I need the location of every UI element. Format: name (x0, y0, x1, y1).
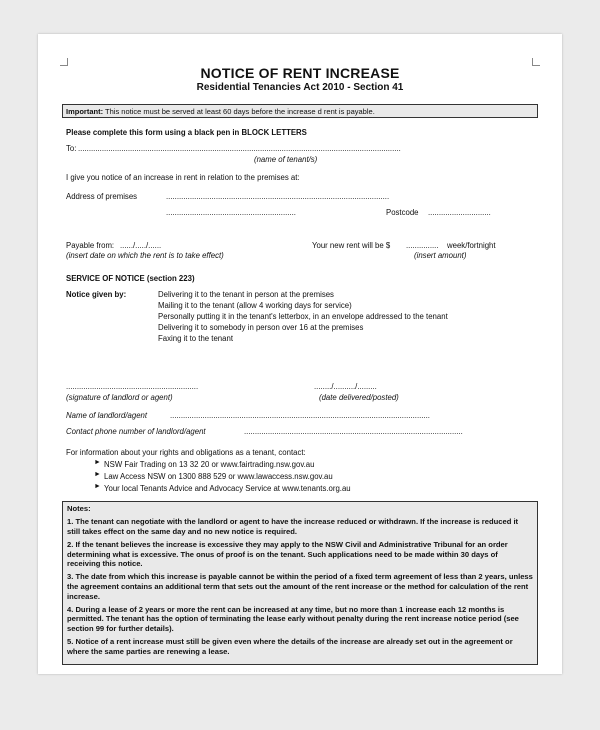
to-label: To: (66, 144, 77, 153)
note-item: 5. Notice of a rent increase must still be given even where the details of the increase are already set out in the agreement or where the same parties are renewing a lease. (67, 637, 513, 656)
note-item: 4. During a lease of 2 years or more the rent can be increased at any time, but no more than 1 increase each 12 months is permitted. The tenant has the option of terminating the lease early without penalty during the rent increase notice period (see section 99 for further details). (67, 604, 519, 633)
notes-heading: Notes: (67, 504, 91, 513)
date-caption: (date delivered/posted) (319, 393, 399, 402)
important-text: This notice must be served at least 60 days before the increase d rent is payable. (105, 107, 375, 116)
info-intro: For information about your rights and obligations as a tenant, contact: (66, 448, 306, 457)
tenant-name-field[interactable]: ..................................................................................................................................................... (78, 144, 401, 153)
signature-field[interactable]: ............................................................. (66, 382, 199, 391)
service-option[interactable]: Personally putting it in the tenant's letterbox, in an envelope addressed to the tenant (158, 312, 448, 321)
instruction-text: Please complete this form using a black pen in BLOCK LETTERS (66, 128, 307, 137)
note-item: 3. The date from which this increase is payable cannot be within the period of a fixed term agreement of less than 2 years, unless the agreement contains an additional term that sets out the amount of the rent increase or the method for calculation of the rent increase. (67, 572, 533, 601)
info-item: Your local Tenants Advice and Advocacy Service at www.tenants.org.au (104, 484, 351, 493)
notes-box (62, 501, 538, 665)
postcode-label: Postcode (386, 208, 419, 217)
new-rent-field[interactable]: ............... (406, 241, 439, 250)
service-option[interactable]: Mailing it to the tenant (allow 4 working days for service) (158, 301, 352, 310)
amount-caption: (insert amount) (414, 251, 467, 260)
tenant-caption: (name of tenant/s) (254, 155, 318, 164)
date-delivered-field[interactable]: ......../........../......... (314, 382, 377, 391)
contact-phone-field[interactable]: ..................................................................................................... (244, 427, 463, 436)
important-notice (62, 104, 538, 118)
contact-phone-label: Contact phone number of landlord/agent (66, 427, 206, 436)
document-subtitle: Residential Tenancies Act 2010 - Section 41 (196, 82, 404, 93)
payable-caption: (insert date on which the rent is to take effect) (66, 251, 224, 260)
note-item: 1. The tenant can negotiate with the landlord or agent to have the increase reduced or withdrawn. If the increase is reduced it still takes effect on the same day and no new notice is required. (67, 517, 519, 536)
important-label: Important: (66, 107, 104, 116)
give-notice-text: I give you notice of an increase in rent in relation to the premises at: (66, 173, 300, 182)
address-field-line-1[interactable]: ....................................................................................................... (166, 192, 390, 201)
info-item: NSW Fair Trading on 13 32 20 or www.fairtrading.nsw.gov.au (104, 460, 315, 469)
postcode-field[interactable]: ............................. (428, 208, 491, 217)
document-page (38, 34, 562, 674)
new-rent-label: Your new rent will be $ (312, 241, 391, 250)
bullet-icon: ► (94, 459, 101, 466)
bullet-icon: ► (94, 471, 101, 478)
address-field-line-2[interactable]: ............................................................ (166, 208, 296, 217)
payable-from-label: Payable from: (66, 241, 115, 250)
payable-date-field[interactable]: ....../...../...... (120, 241, 162, 250)
rent-period-text: week/fortnight (447, 241, 496, 250)
address-label: Address of premises (66, 192, 138, 201)
info-item: Law Access NSW on 1300 888 529 or www.lawaccess.nsw.gov.au (104, 472, 333, 481)
service-option[interactable]: Faxing it to the tenant (158, 334, 233, 343)
service-option[interactable]: Delivering it to somebody in person over 16 at the premises (158, 323, 364, 332)
bullet-icon: ► (94, 483, 101, 490)
service-heading: SERVICE OF NOTICE (section 223) (66, 274, 195, 283)
note-item: 2. If the tenant believes the increase is excessive they may apply to the NSW Civil and Administrative Tribunal for an order determining what is excessive. The onus of proof is on the tenant. Such applications need to be made within 30 days of receiving this notice. (67, 539, 508, 569)
service-option[interactable]: Delivering it to the tenant in person at the premises (158, 290, 334, 299)
document-title: NOTICE OF RENT INCREASE (200, 65, 400, 81)
landlord-name-field[interactable]: ........................................................................................................................ (170, 411, 430, 420)
signature-caption: (signature of landlord or agent) (66, 393, 173, 402)
landlord-name-label: Name of landlord/agent (66, 411, 148, 420)
notice-given-by-label: Notice given by: (66, 290, 127, 299)
